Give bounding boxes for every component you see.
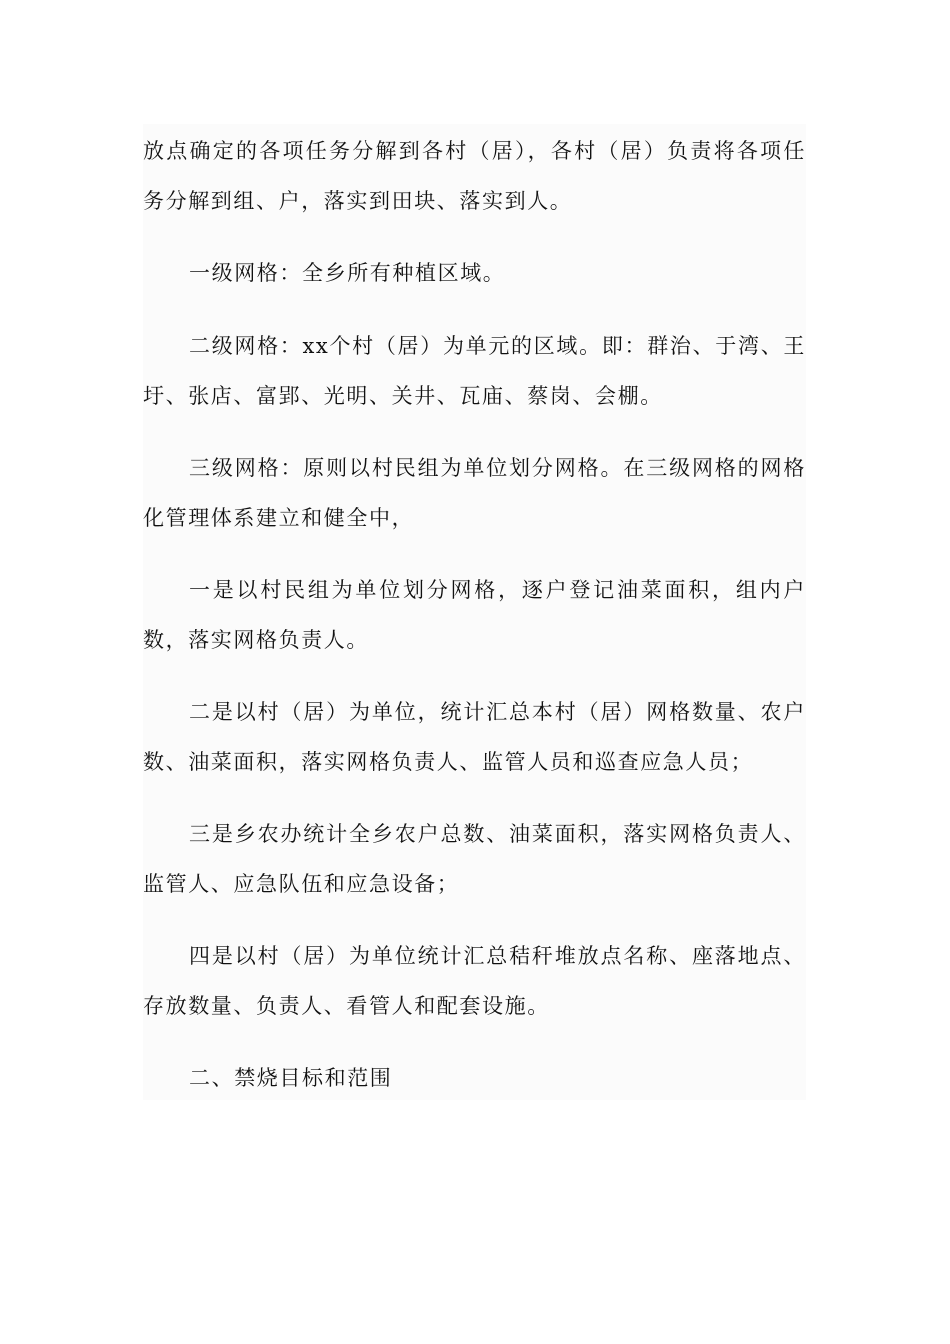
paragraph-item-four: 四是以村（居）为单位统计汇总秸秆堆放点名称、座落地点、存放数量、负责人、看管人和配套设施。 [143, 944, 806, 1018]
paragraph-level-3-grid: 三级网格：原则以村民组为单位划分网格。在三级网格的网格化管理体系建立和健全中， [143, 456, 806, 530]
paragraph-level-2-grid: 二级网格：xx个村（居）为单元的区域。即：群治、于湾、王圩、张店、富郢、光明、关井、瓦庙、蔡岗、会棚。 [143, 334, 806, 408]
document-page [143, 124, 806, 1100]
section-heading: 二、禁烧目标和范围 [189, 1066, 393, 1090]
paragraph-item-one: 一是以村民组为单位划分网格，逐户登记油菜面积，组内户数，落实网格负责人。 [143, 578, 806, 652]
paragraph-item-two: 二是以村（居）为单位，统计汇总本村（居）网格数量、农户数、油菜面积，落实网格负责人、监管人员和巡查应急人员； [143, 700, 806, 774]
paragraph-level-1-grid: 一级网格：全乡所有种植区域。 [189, 261, 506, 285]
paragraph-item-three: 三是乡农办统计全乡农户总数、油菜面积，落实网格负责人、监管人、应急队伍和应急设备； [143, 822, 806, 896]
paragraph-continuation: 放点确定的各项任务分解到各村（居），各村（居）负责将各项任务分解到组、户，落实到田块、落实到人。 [143, 139, 806, 213]
